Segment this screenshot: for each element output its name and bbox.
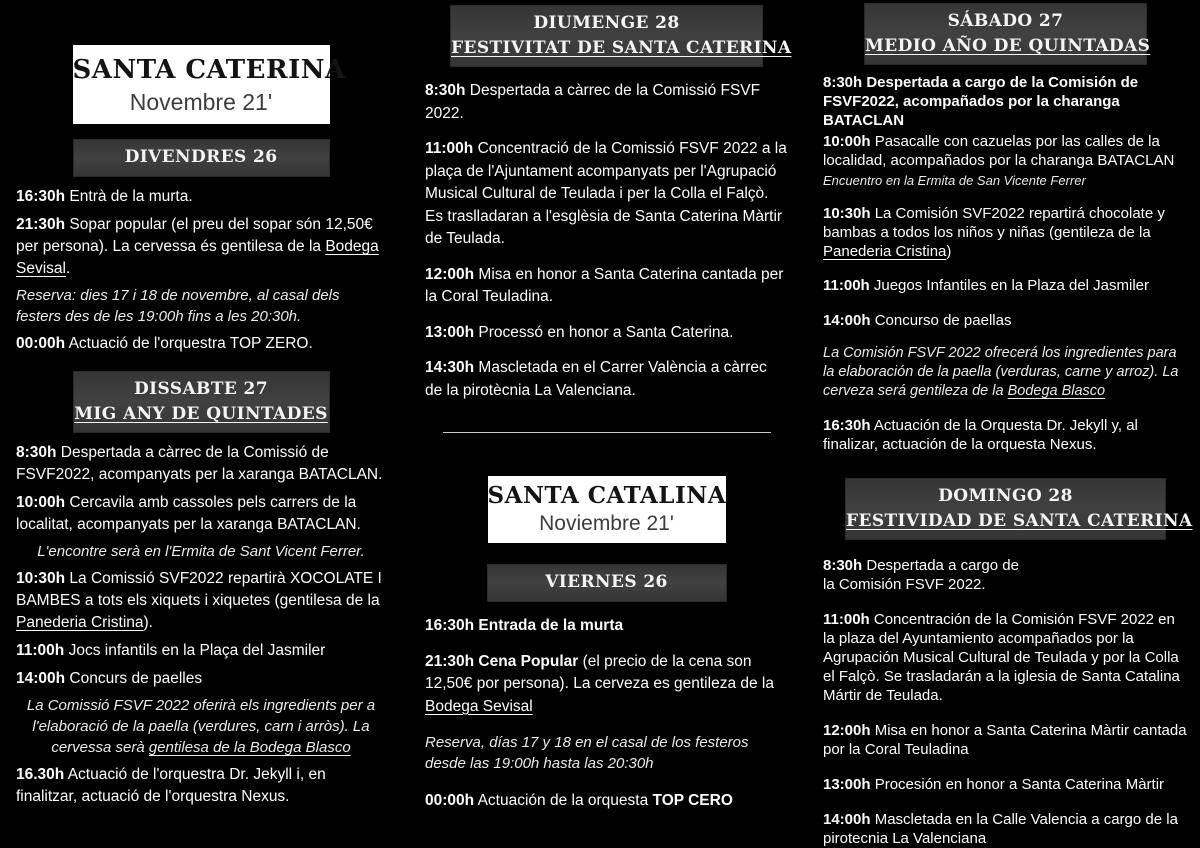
- event-text: Entrà de la murta.: [65, 188, 193, 205]
- underlined-text: Bodega Sevisal: [425, 697, 533, 715]
- event-text: BATACLAN: [823, 112, 905, 129]
- event-text: Misa en honor a Santa Caterina cantada per la Coral Teuladina.: [425, 265, 784, 305]
- event-text: FSVF2022, acompañados por la charanga: [823, 93, 1120, 110]
- event-text: La Comissió SVF2022 repartirà XOCOLATE I BAMBES a tots els xiquets i xiquetes (gentilesa de la: [16, 570, 382, 609]
- flyer-title: SANTA CATERINA: [72, 55, 346, 85]
- event-time: 11:00h: [425, 140, 474, 157]
- event-item: [823, 810, 1188, 848]
- event-item: [425, 615, 788, 638]
- event-item: [16, 668, 386, 690]
- flyer-title: SANTA CATALINA: [487, 482, 727, 509]
- underlined-text: Bodega Sevisal: [16, 238, 379, 277]
- note-item: [425, 732, 788, 774]
- event-text: ): [946, 243, 952, 260]
- day-header-line: FESTIVITAT DE SANTA CATERINA: [451, 38, 792, 58]
- event-time: 11:00h: [823, 277, 870, 294]
- event-text: Procesión en honor a Santa Caterina Màrtir: [870, 776, 1165, 793]
- event-time: 8:30h: [823, 557, 863, 574]
- event-time: 8:30h: [425, 82, 466, 99]
- day-header-line: VIERNES 26: [545, 572, 668, 592]
- event-text: Actuació de l'orquestra TOP ZERO.: [65, 335, 313, 352]
- event-text: la Comisión FSVF 2022.: [823, 576, 986, 593]
- event-item: [823, 204, 1188, 261]
- underlined-text: Bodega Blasco: [1007, 383, 1106, 399]
- event-time: 8:30h: [16, 444, 57, 461]
- event-item: [425, 138, 788, 251]
- program-title-box: [488, 476, 726, 543]
- event-time: 10:00h: [823, 133, 871, 150]
- day-header: [487, 564, 727, 602]
- event-text: Mascletada en el Carrer València a càrrec de la pirotècnia La Valenciana.: [425, 359, 767, 399]
- event-text: La Comisión FSVF 2022 ofrecerá los ingredientes para la elaboración de la paella (verduras, carne y arroz). La cerveza será gentileza de la: [823, 345, 1179, 399]
- event-item: [425, 357, 788, 402]
- event-text: Reserva: dies 17 i 18 de novembre, al casal dels festers des de les 19:00h fins a les 20:30h.: [16, 287, 340, 325]
- day-header-line: DOMINGO 28: [938, 486, 1073, 506]
- event-text: .: [65, 260, 71, 277]
- event-time: 16:30h Entrada de la murta: [425, 617, 624, 634]
- program-title-box: [72, 45, 346, 124]
- event-time: 11:00h: [823, 611, 870, 628]
- event-text: Pasacalle con cazuelas por las calles de la localidad, acompañados por la charanga BATACLAN: [823, 133, 1175, 169]
- event-time: 14:00h: [823, 811, 871, 828]
- underlined-text: gentilesa de la Bodega Blasco: [148, 739, 351, 756]
- event-item: [425, 322, 788, 345]
- day-header-line: MEDIO AÑO DE QUINTADAS: [865, 36, 1151, 56]
- event-item: [16, 333, 386, 355]
- event-time: 16.30h: [16, 766, 65, 783]
- event-text: Concentració de la Comissió FSVF 2022 a la plaça de l'Ajuntament acompanyats per l'Agrupació Musical Cultural de Teulada i per la Colla el Falçò. Es traslladaran a l'esglèsia de Santa Caterina Màrtir de Teulada.: [425, 140, 787, 247]
- day-header-line: FESTIVIDAD DE SANTA CATERINA: [846, 511, 1193, 531]
- event-time: 16:30h: [823, 417, 871, 434]
- event-time: 21:30h Cena Popular: [425, 652, 579, 670]
- event-time: 21:30h: [16, 216, 66, 233]
- event-text: Concurso de paellas: [870, 312, 1012, 329]
- section-divider: [443, 432, 771, 433]
- day-header-line: DIVENDRES 26: [124, 147, 278, 167]
- event-item: [16, 442, 386, 486]
- event-item: [16, 492, 386, 536]
- event-item: [823, 311, 1188, 330]
- event-time: 12:00h: [425, 265, 475, 283]
- event-text: L'encontre serà en l'Ermita de Sant Vicent Ferrer.: [37, 543, 365, 560]
- event-text: Cercavila amb cassoles pels carrers de la localitat, acompanyats per la xaranga BATACLAN.: [16, 494, 361, 533]
- note-item: [823, 172, 1188, 189]
- note-item: [823, 344, 1188, 401]
- day-header: [450, 5, 792, 67]
- flyer-subtitle: Novembre 21': [129, 89, 273, 115]
- event-time: 13:00h: [823, 776, 871, 793]
- day-header: [864, 3, 1151, 65]
- column-mid: [400, 0, 800, 848]
- event-item: [823, 416, 1188, 454]
- event-text: La Comisión SVF2022 repartirá chocolate y bambas a todos los niños y niñas (gentileza de la: [823, 205, 1165, 241]
- event-text: Processó en honor a Santa Caterina.: [474, 323, 734, 341]
- event-item: [16, 214, 386, 280]
- event-text: Misa en honor a Santa Caterina Màrtir cantada por la Coral Teuladina: [823, 722, 1187, 758]
- event-time: 10:30h: [823, 205, 871, 222]
- event-text: La Comissió FSVF 2022 oferirà els ingredients per a l'elaboració de la paella (verdures, carn i arròs). La cervessa serà: [26, 697, 376, 756]
- column-right: [800, 0, 1200, 848]
- event-item: [823, 132, 1188, 170]
- event-time: 00:00h: [16, 335, 66, 352]
- event-text: Juegos Infantiles en la Plaza del Jasmiler: [869, 277, 1150, 294]
- event-time: 14:30h: [425, 359, 475, 376]
- event-text: TOP CERO: [652, 792, 733, 809]
- event-time: 10:30h: [16, 570, 66, 587]
- event-text: ).: [143, 614, 153, 631]
- event-text: Actuació de l'orquestra Dr. Jekyll i, en finalitzar, actuació de l'orquestra Nexus.: [16, 766, 326, 805]
- event-text: (el precio de la cena son 12,50€ por persona). La cerveza es gentileza de la: [425, 652, 774, 692]
- event-time: 14:00h: [823, 312, 871, 329]
- event-item: [425, 264, 788, 309]
- event-text: Encuentro en la Ermita de San Vicente Ferrer: [823, 173, 1086, 188]
- day-header: [73, 139, 330, 177]
- event-text: Concurs de paelles: [65, 670, 203, 687]
- event-item: [425, 80, 788, 125]
- event-time: 16:30h: [16, 188, 66, 205]
- note-item: [16, 541, 386, 562]
- event-text: Actuación de la orquesta: [474, 792, 653, 809]
- note-item: [16, 695, 386, 758]
- day-header: [73, 371, 330, 433]
- event-item: [16, 186, 386, 208]
- event-item: [425, 651, 788, 719]
- day-header-line: SÁBADO 27: [947, 11, 1064, 31]
- event-time: 8:30h Despertada a cargo de la Comisión de: [823, 74, 1139, 91]
- event-item: [16, 764, 386, 808]
- event-item: [16, 640, 386, 662]
- event-item: [823, 775, 1188, 794]
- column-left: [0, 0, 400, 848]
- event-item: [823, 276, 1188, 295]
- event-text: Despertada a càrrec de la Comissió FSVF 2022.: [425, 82, 761, 122]
- event-time: 14:00h: [16, 670, 66, 687]
- event-item: [425, 790, 788, 813]
- event-time: 12:00h: [823, 722, 871, 739]
- day-header: [845, 478, 1193, 540]
- event-item: [823, 610, 1188, 705]
- event-text: Despertada a cargo de: [862, 557, 1019, 574]
- day-header-line: DISSABTE 27: [133, 379, 269, 399]
- event-text: Reserva, días 17 y 18 en el casal de los festeros desde las 19:00h hasta las 20:30h: [425, 734, 749, 772]
- event-item: [823, 721, 1188, 759]
- underlined-text: Panederia Cristina: [823, 243, 947, 260]
- event-text: Despertada a càrrec de la Comissió de FSVF2022, acompanyats per la xaranga BATACLAN.: [16, 444, 383, 483]
- note-item: [16, 285, 386, 327]
- event-item: [823, 556, 1188, 594]
- event-item: [16, 568, 386, 634]
- event-time: 00:00h: [425, 792, 475, 809]
- event-text: Sopar popular (el preu del sopar són 12,50€ per persona). La cervessa és gentilesa de la: [16, 216, 373, 255]
- event-text: Mascletada en la Calle Valencia a cargo de la pirotecnia La Valenciana: [823, 811, 1178, 847]
- event-item: [823, 73, 1188, 130]
- event-time: 11:00h: [16, 642, 65, 659]
- event-time: 10:00h: [16, 494, 66, 511]
- underlined-text: Panederia Cristina: [16, 614, 144, 631]
- event-text: Concentración de la Comisión FSVF 2022 en la plaza del Ayuntamiento acompañados por la Agrupación Musical Cultural de Teulada y por la Colla el Falçò. Se trasladarán a la iglesia de Santa Catalina Mártir de Teulada.: [823, 611, 1180, 704]
- event-text: Jocs infantils en la Plaça del Jasmiler: [64, 642, 326, 659]
- flyer-subtitle: Noviembre 21': [539, 512, 674, 535]
- event-text: Actuación de la Orquesta Dr. Jekyll y, al finalizar, actuación de la orquesta Nexus.: [823, 417, 1138, 453]
- day-header-line: DIUMENGE 28: [533, 13, 680, 33]
- event-time: 13:00h: [425, 323, 475, 341]
- day-header-line: MIG ANY DE QUINTADES: [74, 404, 328, 424]
